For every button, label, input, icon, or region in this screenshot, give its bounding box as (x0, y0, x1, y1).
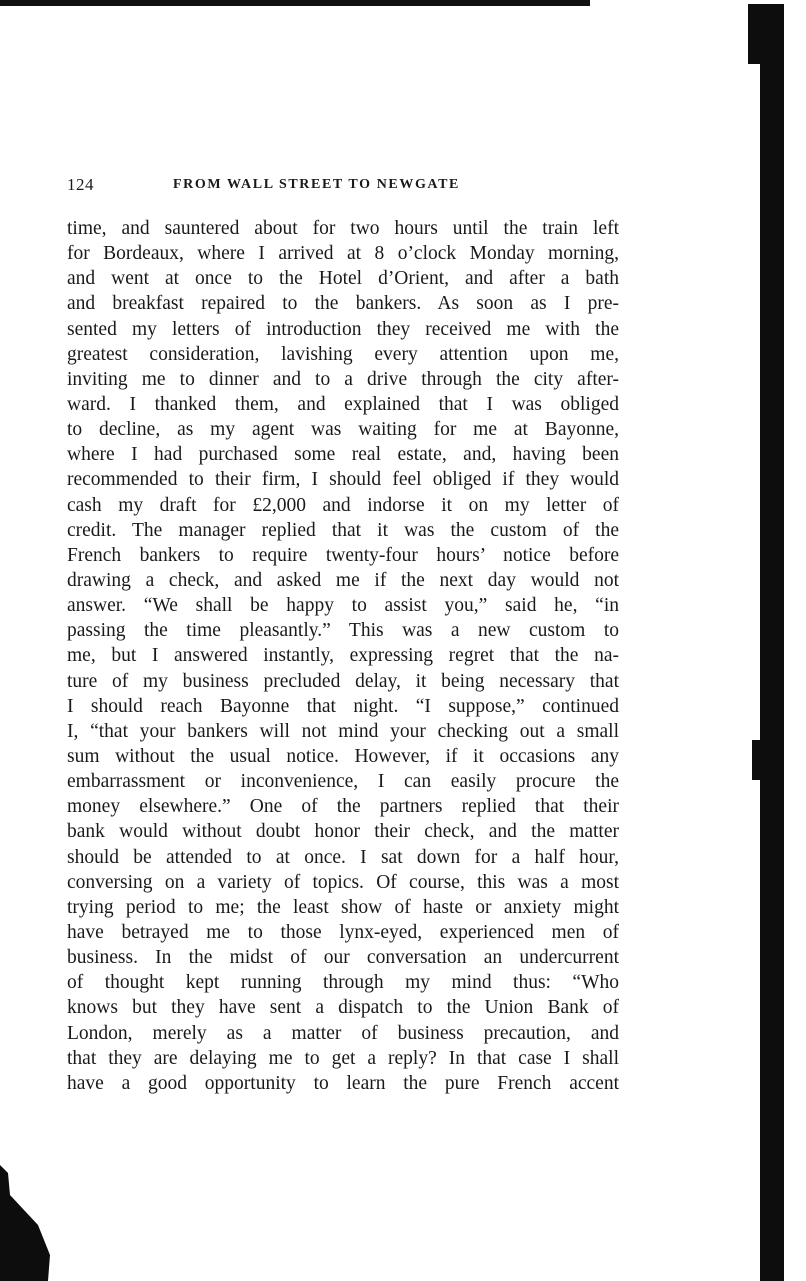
running-head: FROM WALL STREET TO NEWGATE (173, 177, 460, 192)
text-line: have a good opportunity to learn the pure French accent (67, 1072, 619, 1094)
text-line: drawing a check, and asked me if the next day would not (67, 569, 619, 591)
text-line: credit. The manager replied that it was the custom of the (67, 519, 619, 541)
text-line: for Bordeaux, where I arrived at 8 o’clock Monday morning, (67, 243, 619, 265)
text-line: recommended to their firm, I should feel obliged if they would (67, 469, 619, 491)
text-line: of thought kept running through my mind thus: “Who (67, 972, 619, 994)
text-line: inviting me to dinner and to a drive through the city after- (67, 368, 619, 390)
text-line: money elsewhere.” One of the partners replied that their (67, 796, 619, 818)
text-line: ward. I thanked them, and explained that I was obliged (67, 393, 619, 415)
text-line: knows but they have sent a dispatch to the Union Bank of (67, 997, 619, 1019)
text-line: passing the time pleasantly.” This was a new custom to (67, 620, 619, 642)
text-line: trying period to me; the least show of haste or anxiety might (67, 896, 619, 918)
text-line: French bankers to require twenty-four hours’ notice before (67, 544, 619, 566)
text-line: sum without the usual notice. However, if it occasions any (67, 745, 619, 767)
text-line: time, and sauntered about for two hours until the train left (67, 218, 619, 239)
text-line: should be attended to at once. I sat down for a half hour, (67, 846, 619, 868)
text-line: London, merely as a matter of business precaution, and (67, 1022, 619, 1044)
scan-right-border (760, 4, 784, 1281)
text-line: to decline, as my agent was waiting for me at Bayonne, (67, 419, 619, 441)
text-line: ture of my business precluded delay, it being necessary that (67, 670, 619, 692)
text-line: and breakfast repaired to the bankers. As soon as I pre- (67, 293, 619, 315)
text-line: I, “that your bankers will not mind your checking out a small (67, 720, 619, 742)
page-header (67, 175, 622, 197)
text-line: sented my letters of introduction they received me with the (67, 318, 619, 340)
text-line: me, but I answered instantly, expressing regret that the na- (67, 645, 619, 667)
scan-top-border (0, 0, 590, 6)
page-number: 124 (67, 175, 94, 194)
text-line: answer. “We shall be happy to assist you,” said he, “in (67, 595, 619, 617)
scan-corner-shadow (0, 1165, 52, 1281)
text-line: have betrayed me to those lynx-eyed, experienced men of (67, 921, 619, 943)
body-text (67, 216, 619, 1096)
text-line: I should reach Bayonne that night. “I suppose,” continued (67, 695, 619, 717)
text-line: business. In the midst of our conversation an undercurrent (67, 947, 619, 969)
text-line: that they are delaying me to get a reply? In that case I shall (67, 1047, 619, 1069)
text-line: where I had purchased some real estate, and, having been (67, 444, 619, 466)
scan-edge-shadow (752, 740, 762, 780)
text-line: and went at once to the Hotel d’Orient, and after a bath (67, 268, 619, 290)
text-line: greatest consideration, lavishing every attention upon me, (67, 343, 619, 365)
text-line: cash my draft for £2,000 and indorse it on my letter of (67, 494, 619, 516)
text-line: embarrassment or inconvenience, I can easily procure the (67, 771, 619, 793)
text-line: bank would without doubt honor their check, and the matter (67, 821, 619, 843)
text-line: conversing on a variety of topics. Of course, this was a most (67, 871, 619, 893)
